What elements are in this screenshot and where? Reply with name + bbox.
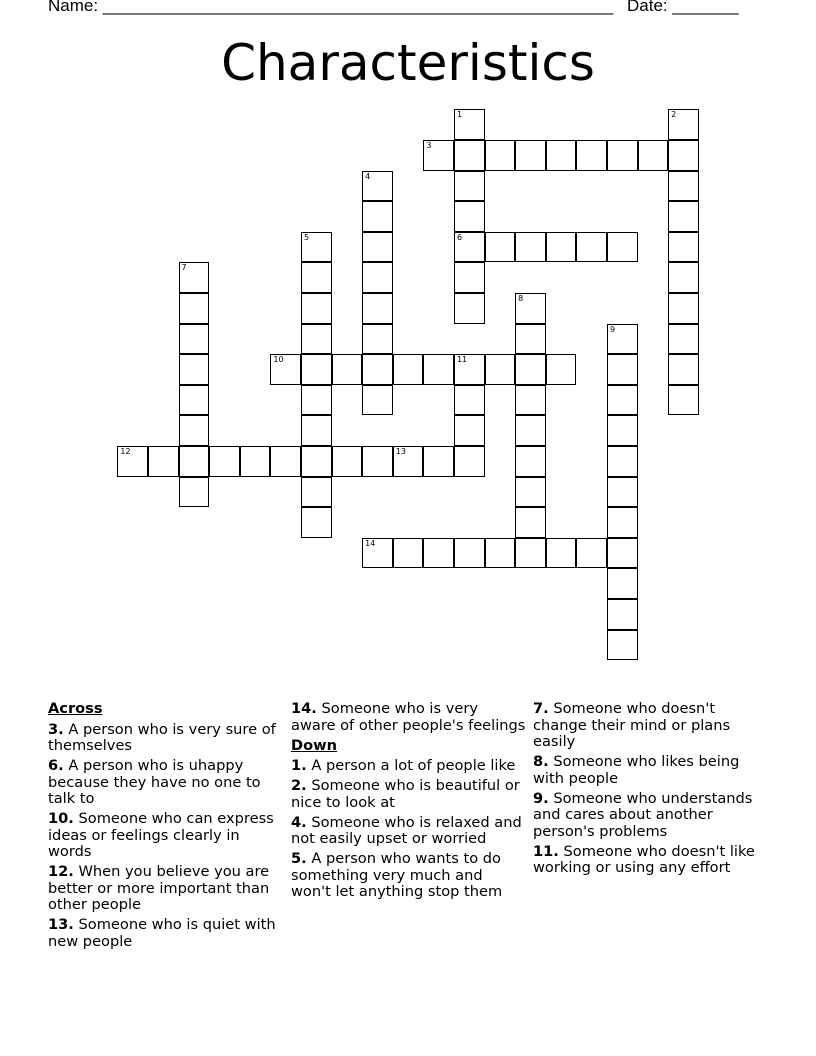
grid-cell[interactable]	[454, 538, 485, 569]
grid-cell[interactable]	[485, 354, 516, 385]
grid-cell[interactable]	[668, 293, 699, 324]
clue-text: Someone who likes being with people	[533, 753, 740, 787]
grid-cell[interactable]	[454, 446, 485, 477]
grid-cell[interactable]	[668, 324, 699, 355]
grid-cell[interactable]	[209, 446, 240, 477]
clue-number: 6	[456, 232, 463, 242]
grid-cell[interactable]	[515, 232, 546, 263]
grid-cell[interactable]	[301, 507, 332, 538]
grid-cell[interactable]	[393, 538, 424, 569]
clue-num: 9.	[533, 789, 549, 807]
grid-cell[interactable]	[515, 324, 546, 355]
clue-number: 7	[181, 263, 187, 273]
grid-cell[interactable]	[607, 507, 638, 538]
grid-cell[interactable]	[393, 354, 424, 385]
grid-cell[interactable]	[362, 201, 393, 232]
clue-text: A person who wants to do something very much and won't let anything stop them	[291, 850, 503, 900]
down-clue	[533, 791, 773, 841]
down-clue	[291, 778, 527, 811]
grid-cell[interactable]	[179, 262, 210, 293]
clue-text: Someone who is beautiful or nice to look at	[291, 777, 520, 811]
clue-num: 12.	[48, 863, 74, 880]
grid-cell[interactable]	[362, 232, 393, 263]
grid-cell[interactable]	[454, 262, 485, 293]
grid-cell[interactable]	[179, 477, 210, 508]
grid-cell[interactable]	[332, 354, 363, 385]
grid-cell[interactable]	[668, 232, 699, 263]
grid-cell[interactable]	[179, 324, 210, 355]
grid-cell[interactable]	[454, 232, 485, 263]
grid-cell[interactable]	[454, 415, 485, 446]
clue-num: 4.	[291, 813, 307, 831]
grid-cell[interactable]	[515, 538, 546, 569]
clue-num: 7.	[533, 700, 549, 717]
page-title: Characteristics	[221, 34, 595, 92]
clue-text: Someone who doesn't change their mind or plans easily	[533, 700, 731, 750]
grid-cell[interactable]	[454, 293, 485, 324]
grid-cell[interactable]	[607, 477, 638, 508]
clue-text: Someone who is quiet with new people	[48, 916, 276, 950]
grid-cell[interactable]	[607, 232, 638, 263]
grid-cell[interactable]	[668, 385, 699, 416]
clue-number: 10	[273, 355, 284, 365]
across-heading: Across	[48, 700, 103, 717]
grid-cell[interactable]	[546, 140, 577, 171]
grid-cell[interactable]	[668, 140, 699, 171]
grid-cell[interactable]	[576, 232, 607, 263]
grid-cell[interactable]	[607, 630, 638, 661]
clue-number: 12	[120, 446, 131, 456]
grid-cell[interactable]	[576, 538, 607, 569]
down-clue	[291, 815, 527, 848]
clue-number: 3	[426, 140, 432, 150]
across-clue	[48, 811, 284, 861]
down-clue	[533, 754, 773, 787]
grid-cell[interactable]	[179, 446, 210, 477]
down-clue	[533, 701, 773, 751]
across-clue	[48, 864, 284, 914]
grid-cell[interactable]	[362, 354, 393, 385]
grid-cell[interactable]	[301, 232, 332, 263]
grid-cell[interactable]	[179, 415, 210, 446]
grid-cell[interactable]	[515, 477, 546, 508]
clue-num: 8.	[533, 753, 549, 770]
grid-cell[interactable]	[607, 446, 638, 477]
grid-cell[interactable]	[515, 140, 546, 171]
clue-number: 1	[456, 110, 463, 120]
grid-cell[interactable]	[638, 140, 669, 171]
grid-cell[interactable]	[607, 599, 638, 630]
clue-number: 8	[518, 293, 524, 303]
grid-cell[interactable]	[301, 354, 332, 385]
clue-num: 14.	[291, 700, 317, 717]
grid-cell[interactable]	[454, 140, 485, 171]
down-clue	[291, 758, 527, 775]
clue-number: 13	[395, 446, 406, 456]
grid-cell[interactable]	[179, 293, 210, 324]
clue-num: 2.	[291, 777, 307, 794]
grid-cell[interactable]	[454, 201, 485, 232]
name-field-label: Name: ______________________________________________________	[48, 0, 614, 15]
grid-cell[interactable]	[362, 262, 393, 293]
grid-cell[interactable]	[270, 354, 301, 385]
grid-cell[interactable]	[362, 385, 393, 416]
across-clue	[48, 722, 284, 755]
grid-cell[interactable]	[668, 354, 699, 385]
grid-cell[interactable]	[362, 324, 393, 355]
down-heading: Down	[291, 736, 338, 754]
grid-cell[interactable]	[148, 446, 179, 477]
grid-cell[interactable]	[301, 293, 332, 324]
clue-number: 14	[365, 538, 376, 548]
clue-num: 10.	[48, 810, 74, 827]
grid-cell[interactable]	[240, 446, 271, 477]
grid-cell[interactable]	[362, 293, 393, 324]
clue-column-3	[533, 701, 773, 880]
clue-number: 5	[303, 232, 310, 242]
grid-cell[interactable]	[301, 477, 332, 508]
grid-cell[interactable]	[668, 171, 699, 202]
grid-cell[interactable]	[117, 446, 148, 477]
grid-cell[interactable]	[668, 201, 699, 232]
grid-cell[interactable]	[485, 140, 516, 171]
clue-text: Someone who can express ideas or feelings clearly in words	[48, 810, 274, 860]
date-field-label: Date: _______	[627, 0, 739, 15]
grid-cell[interactable]	[668, 109, 699, 140]
grid-cell[interactable]	[607, 385, 638, 416]
clue-text: Someone who is very aware of other people's feelings	[291, 700, 526, 734]
down-clue	[533, 844, 773, 877]
grid-cell[interactable]	[515, 385, 546, 416]
grid-cell[interactable]	[515, 293, 546, 324]
grid-cell[interactable]	[546, 538, 577, 569]
grid-cell[interactable]	[454, 171, 485, 202]
across-clue	[48, 758, 284, 808]
grid-cell[interactable]	[423, 446, 454, 477]
clue-column-2	[291, 701, 527, 904]
grid-cell[interactable]	[515, 354, 546, 385]
clue-text: Someone who is relaxed and not easily upset or worried	[291, 813, 522, 847]
clue-number: 11	[456, 355, 468, 365]
clue-num: 6.	[48, 757, 64, 774]
across-clue	[48, 917, 284, 950]
grid-cell[interactable]	[362, 538, 393, 569]
grid-cell[interactable]	[393, 446, 424, 477]
grid-cell[interactable]	[515, 446, 546, 477]
grid-cell[interactable]	[423, 538, 454, 569]
grid-cell[interactable]	[607, 538, 638, 569]
grid-cell[interactable]	[546, 232, 577, 263]
grid-cell[interactable]	[607, 140, 638, 171]
grid-cell[interactable]	[301, 415, 332, 446]
grid-cell[interactable]	[485, 538, 516, 569]
grid-cell[interactable]	[270, 446, 301, 477]
grid-cell[interactable]	[515, 507, 546, 538]
grid-cell[interactable]	[362, 446, 393, 477]
clue-num: 3.	[48, 720, 64, 738]
grid-cell[interactable]	[332, 446, 363, 477]
grid-cell[interactable]	[515, 415, 546, 446]
clue-text: Someone who understands and cares about another person's problems	[533, 789, 753, 840]
grid-cell[interactable]	[485, 232, 516, 263]
grid-cell[interactable]	[576, 140, 607, 171]
clue-text: Someone who doesn't like working or using any effort	[533, 842, 755, 876]
grid-cell[interactable]	[607, 415, 638, 446]
clue-number: 2	[671, 110, 677, 120]
grid-cell[interactable]	[301, 262, 332, 293]
grid-cell[interactable]	[668, 262, 699, 293]
across-clue	[291, 701, 527, 734]
grid-cell[interactable]	[179, 385, 210, 416]
clue-number: 9	[609, 324, 616, 334]
clue-num: 5.	[291, 850, 307, 867]
grid-cell[interactable]	[454, 109, 485, 140]
grid-cell[interactable]	[607, 354, 638, 385]
grid-cell[interactable]	[423, 140, 454, 171]
clue-text: A person who is very sure of themselves	[48, 720, 276, 754]
grid-cell[interactable]	[423, 354, 454, 385]
clue-num: 11.	[533, 842, 559, 860]
grid-cell[interactable]	[607, 324, 638, 355]
grid-cell[interactable]	[179, 354, 210, 385]
clue-text: When you believe you are better or more important than other people	[48, 863, 270, 913]
grid-cell[interactable]	[301, 446, 332, 477]
grid-cell[interactable]	[454, 385, 485, 416]
clue-num: 13.	[48, 916, 74, 933]
clue-text: A person who is uhappy because they have no one to talk to	[48, 757, 261, 807]
down-clue	[291, 851, 527, 901]
grid-cell[interactable]	[454, 354, 485, 385]
grid-cell[interactable]	[301, 324, 332, 355]
grid-cell[interactable]	[301, 385, 332, 416]
grid-cell[interactable]	[607, 568, 638, 599]
clue-num: 1.	[291, 757, 307, 774]
clue-text: A person a lot of people like	[311, 757, 516, 774]
grid-cell[interactable]	[362, 171, 393, 202]
clue-number: 4	[365, 171, 371, 181]
clue-column-1	[48, 701, 284, 954]
grid-cell[interactable]	[546, 354, 577, 385]
